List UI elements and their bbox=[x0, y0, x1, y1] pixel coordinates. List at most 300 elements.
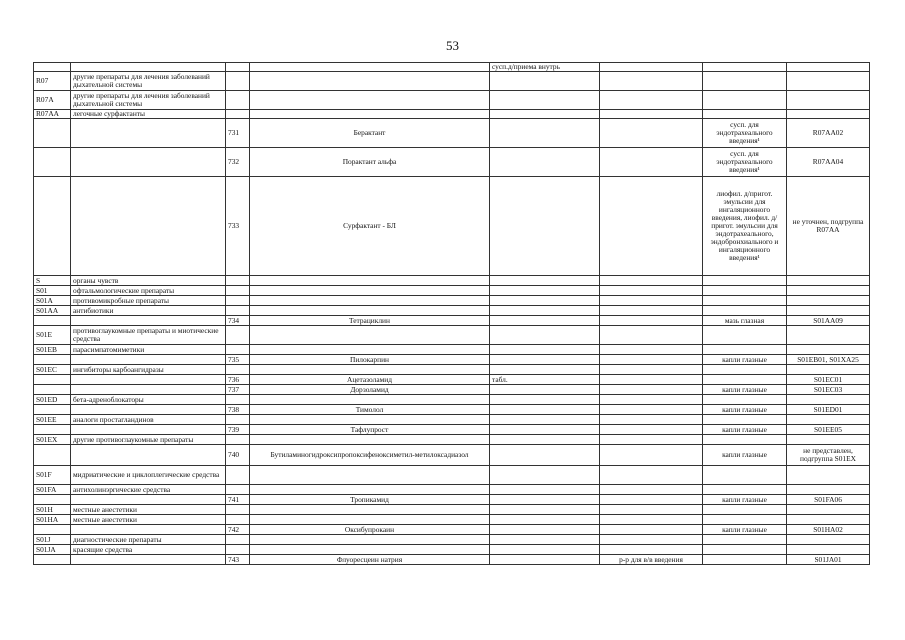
description-cell: легочные сурфактанты bbox=[71, 110, 226, 119]
table-row bbox=[34, 435, 870, 445]
atc-code-cell: R07AA bbox=[34, 110, 71, 119]
form-column-5-cell bbox=[490, 445, 600, 466]
table-row bbox=[34, 110, 870, 119]
form-column-6-cell bbox=[600, 395, 703, 405]
table-row bbox=[34, 485, 870, 495]
dosage-form-cell bbox=[703, 72, 787, 91]
description-cell bbox=[71, 495, 226, 505]
atc-reference-cell bbox=[787, 535, 870, 545]
row-number-cell bbox=[226, 485, 250, 495]
atc-code-cell: S01EB bbox=[34, 345, 71, 355]
form-column-5-cell: табл. bbox=[490, 375, 600, 385]
form-column-5-cell bbox=[490, 119, 600, 148]
form-column-5-cell bbox=[490, 545, 600, 555]
dosage-form-cell: мазь глазная bbox=[703, 316, 787, 326]
dosage-form-cell bbox=[703, 545, 787, 555]
form-column-6-cell bbox=[600, 177, 703, 276]
drug-name-cell bbox=[250, 72, 490, 91]
atc-reference-cell bbox=[787, 326, 870, 345]
atc-code-cell: S01A bbox=[34, 296, 71, 306]
description-cell bbox=[71, 355, 226, 365]
form-column-6-cell bbox=[600, 119, 703, 148]
atc-reference-cell bbox=[787, 72, 870, 91]
form-column-5-cell bbox=[490, 535, 600, 545]
dosage-form-cell bbox=[703, 91, 787, 110]
form-column-5-cell bbox=[490, 435, 600, 445]
row-number-cell bbox=[226, 286, 250, 296]
atc-code-cell bbox=[34, 445, 71, 466]
form-column-5-cell bbox=[490, 415, 600, 425]
dosage-form-cell bbox=[703, 306, 787, 316]
atc-code-cell bbox=[34, 119, 71, 148]
table-row bbox=[34, 306, 870, 316]
dosage-form-cell: капли глазные bbox=[703, 445, 787, 466]
atc-code-cell bbox=[34, 355, 71, 365]
form-column-6-cell bbox=[600, 276, 703, 286]
form-column-5-cell bbox=[490, 148, 600, 177]
form-column-5-cell bbox=[490, 466, 600, 485]
form-column-6-cell bbox=[600, 345, 703, 355]
drug-name-cell: Тафлупрост bbox=[250, 425, 490, 435]
description-cell: другие препараты для лечения заболеваний дыхательной системы bbox=[71, 91, 226, 110]
table-row bbox=[34, 555, 870, 565]
table-row bbox=[34, 148, 870, 177]
form-column-5-cell bbox=[490, 555, 600, 565]
atc-reference-cell bbox=[787, 505, 870, 515]
form-column-6-cell bbox=[600, 515, 703, 525]
atc-reference-cell bbox=[787, 515, 870, 525]
form-column-6-cell bbox=[600, 72, 703, 91]
atc-code-cell: S01 bbox=[34, 286, 71, 296]
dosage-form-cell bbox=[703, 286, 787, 296]
dosage-form-cell: капли глазные bbox=[703, 385, 787, 395]
description-cell: бета-адреноблокаторы bbox=[71, 395, 226, 405]
atc-reference-cell: не представлен, подгруппа S01EX bbox=[787, 445, 870, 466]
description-cell bbox=[71, 405, 226, 415]
drug-name-cell bbox=[250, 466, 490, 485]
description-cell: красящие средства bbox=[71, 545, 226, 555]
form-column-6-cell bbox=[600, 296, 703, 306]
dosage-form-cell bbox=[703, 365, 787, 375]
form-column-5-cell bbox=[490, 110, 600, 119]
table-row bbox=[34, 425, 870, 435]
atc-code-cell: S01AA bbox=[34, 306, 71, 316]
dosage-form-cell: сусп. для эндотрахеального введения¹ bbox=[703, 119, 787, 148]
atc-reference-cell bbox=[787, 435, 870, 445]
form-column-6-cell bbox=[600, 63, 703, 72]
description-cell: противоглаукомные препараты и миотические средства bbox=[71, 326, 226, 345]
drug-name-cell: Тропикамид bbox=[250, 495, 490, 505]
atc-code-cell: S01F bbox=[34, 466, 71, 485]
atc-code-cell: S01JA bbox=[34, 545, 71, 555]
atc-code-cell: S01E bbox=[34, 326, 71, 345]
row-number-cell: 743 bbox=[226, 555, 250, 565]
drug-name-cell: Тимолол bbox=[250, 405, 490, 415]
description-cell: антихолинэргические средства bbox=[71, 485, 226, 495]
description-cell: офтальмологические препараты bbox=[71, 286, 226, 296]
form-column-6-cell bbox=[600, 365, 703, 375]
atc-reference-cell: R07AA04 bbox=[787, 148, 870, 177]
table-row bbox=[34, 345, 870, 355]
dosage-form-cell bbox=[703, 515, 787, 525]
description-cell bbox=[71, 525, 226, 535]
dosage-form-cell: капли глазные bbox=[703, 355, 787, 365]
table-row bbox=[34, 316, 870, 326]
table-row bbox=[34, 385, 870, 395]
atc-code-cell bbox=[34, 316, 71, 326]
atc-reference-cell bbox=[787, 485, 870, 495]
table-row bbox=[34, 91, 870, 110]
dosage-form-cell: капли глазные bbox=[703, 405, 787, 415]
table-body bbox=[34, 63, 870, 565]
form-column-5-cell bbox=[490, 72, 600, 91]
atc-reference-cell bbox=[787, 345, 870, 355]
table-row bbox=[34, 535, 870, 545]
dosage-form-cell: сусп. для эндотрахеального введения¹ bbox=[703, 148, 787, 177]
drug-name-cell bbox=[250, 395, 490, 405]
form-column-6-cell bbox=[600, 385, 703, 395]
form-column-5-cell bbox=[490, 286, 600, 296]
table-row bbox=[34, 505, 870, 515]
description-cell: другие противоглаукомные препараты bbox=[71, 435, 226, 445]
drug-name-cell bbox=[250, 296, 490, 306]
drug-name-cell bbox=[250, 365, 490, 375]
description-cell bbox=[71, 555, 226, 565]
dosage-form-cell bbox=[703, 415, 787, 425]
drug-name-cell bbox=[250, 63, 490, 72]
table-row bbox=[34, 296, 870, 306]
row-number-cell bbox=[226, 276, 250, 286]
row-number-cell bbox=[226, 296, 250, 306]
row-number-cell: 742 bbox=[226, 525, 250, 535]
table-row bbox=[34, 445, 870, 466]
drug-name-cell bbox=[250, 91, 490, 110]
row-number-cell bbox=[226, 395, 250, 405]
atc-reference-cell bbox=[787, 466, 870, 485]
drug-name-cell: Ацетазоламид bbox=[250, 375, 490, 385]
atc-reference-cell bbox=[787, 286, 870, 296]
atc-reference-cell bbox=[787, 276, 870, 286]
atc-code-cell: S01ED bbox=[34, 395, 71, 405]
atc-code-cell bbox=[34, 425, 71, 435]
table-row bbox=[34, 395, 870, 405]
form-column-5-cell: сусп.д/приема внутрь bbox=[490, 63, 600, 72]
form-column-6-cell bbox=[600, 495, 703, 505]
atc-code-cell: S01EC bbox=[34, 365, 71, 375]
drug-name-cell bbox=[250, 485, 490, 495]
drug-name-cell bbox=[250, 286, 490, 296]
atc-reference-cell: S01ED01 bbox=[787, 405, 870, 415]
atc-reference-cell: S01EC03 bbox=[787, 385, 870, 395]
row-number-cell: 733 bbox=[226, 177, 250, 276]
atc-reference-cell: S01AA09 bbox=[787, 316, 870, 326]
atc-reference-cell bbox=[787, 296, 870, 306]
drug-name-cell: Берактант bbox=[250, 119, 490, 148]
form-column-6-cell bbox=[600, 435, 703, 445]
atc-reference-cell: S01JA01 bbox=[787, 555, 870, 565]
row-number-cell: 741 bbox=[226, 495, 250, 505]
description-cell bbox=[71, 148, 226, 177]
atc-code-cell bbox=[34, 177, 71, 276]
drug-name-cell: Дорзоламид bbox=[250, 385, 490, 395]
drug-name-cell: Бутиламиногидроксипропоксифеноксиметил-метилоксадиазол bbox=[250, 445, 490, 466]
form-column-6-cell bbox=[600, 110, 703, 119]
description-cell: другие препараты для лечения заболеваний дыхательной системы bbox=[71, 72, 226, 91]
description-cell bbox=[71, 445, 226, 466]
row-number-cell: 736 bbox=[226, 375, 250, 385]
row-number-cell: 731 bbox=[226, 119, 250, 148]
row-number-cell: 737 bbox=[226, 385, 250, 395]
description-cell bbox=[71, 177, 226, 276]
form-column-6-cell bbox=[600, 535, 703, 545]
form-column-6-cell bbox=[600, 545, 703, 555]
atc-code-cell: S01HA bbox=[34, 515, 71, 525]
atc-code-cell bbox=[34, 375, 71, 385]
form-column-5-cell bbox=[490, 91, 600, 110]
atc-reference-cell: R07AA02 bbox=[787, 119, 870, 148]
atc-reference-cell: S01FA06 bbox=[787, 495, 870, 505]
drug-name-cell: Тетрациклин bbox=[250, 316, 490, 326]
form-column-5-cell bbox=[490, 385, 600, 395]
table-row bbox=[34, 405, 870, 415]
description-cell: аналоги простагландинов bbox=[71, 415, 226, 425]
dosage-form-cell: капли глазные bbox=[703, 425, 787, 435]
form-column-6-cell bbox=[600, 485, 703, 495]
row-number-cell: 734 bbox=[226, 316, 250, 326]
dosage-form-cell bbox=[703, 505, 787, 515]
table-row bbox=[34, 375, 870, 385]
description-cell bbox=[71, 385, 226, 395]
form-column-6-cell bbox=[600, 415, 703, 425]
description-cell bbox=[71, 63, 226, 72]
form-column-5-cell bbox=[490, 525, 600, 535]
form-column-5-cell bbox=[490, 355, 600, 365]
form-column-5-cell bbox=[490, 515, 600, 525]
row-number-cell: 732 bbox=[226, 148, 250, 177]
row-number-cell bbox=[226, 326, 250, 345]
form-column-5-cell bbox=[490, 425, 600, 435]
dosage-form-cell bbox=[703, 435, 787, 445]
table-row bbox=[34, 286, 870, 296]
row-number-cell bbox=[226, 545, 250, 555]
drug-name-cell bbox=[250, 110, 490, 119]
form-column-6-cell bbox=[600, 306, 703, 316]
drug-name-cell bbox=[250, 505, 490, 515]
atc-code-cell bbox=[34, 63, 71, 72]
dosage-form-cell bbox=[703, 485, 787, 495]
form-column-6-cell bbox=[600, 466, 703, 485]
description-cell: антибиотики bbox=[71, 306, 226, 316]
description-cell bbox=[71, 119, 226, 148]
row-number-cell bbox=[226, 515, 250, 525]
atc-reference-cell bbox=[787, 545, 870, 555]
table-row bbox=[34, 365, 870, 375]
atc-reference-cell: S01HA02 bbox=[787, 525, 870, 535]
table-row bbox=[34, 177, 870, 276]
row-number-cell bbox=[226, 535, 250, 545]
dosage-form-cell bbox=[703, 276, 787, 286]
drug-name-cell: Сурфактант - БЛ bbox=[250, 177, 490, 276]
atc-code-cell: S01J bbox=[34, 535, 71, 545]
form-column-5-cell bbox=[490, 365, 600, 375]
description-cell: ингибиторы карбоангидразы bbox=[71, 365, 226, 375]
description-cell: местные анестетики bbox=[71, 515, 226, 525]
drug-name-cell bbox=[250, 435, 490, 445]
table-row bbox=[34, 495, 870, 505]
form-column-5-cell bbox=[490, 326, 600, 345]
table-row bbox=[34, 545, 870, 555]
dosage-form-cell: капли глазные bbox=[703, 495, 787, 505]
drug-name-cell bbox=[250, 326, 490, 345]
form-column-6-cell bbox=[600, 425, 703, 435]
dosage-form-cell bbox=[703, 535, 787, 545]
atc-reference-cell bbox=[787, 306, 870, 316]
row-number-cell: 735 bbox=[226, 355, 250, 365]
dosage-form-cell bbox=[703, 63, 787, 72]
form-column-5-cell bbox=[490, 485, 600, 495]
atc-reference-cell bbox=[787, 395, 870, 405]
description-cell: диагностические препараты bbox=[71, 535, 226, 545]
table-row bbox=[34, 466, 870, 485]
row-number-cell bbox=[226, 505, 250, 515]
drug-name-cell bbox=[250, 276, 490, 286]
form-column-6-cell: р-р для в/в введения bbox=[600, 555, 703, 565]
row-number-cell bbox=[226, 365, 250, 375]
drug-name-cell: Оксибупрокаин bbox=[250, 525, 490, 535]
form-column-6-cell bbox=[600, 505, 703, 515]
atc-reference-cell bbox=[787, 110, 870, 119]
dosage-form-cell bbox=[703, 555, 787, 565]
form-column-6-cell bbox=[600, 148, 703, 177]
form-column-5-cell bbox=[490, 276, 600, 286]
dosage-form-cell bbox=[703, 375, 787, 385]
description-cell: мидриатические и циклоплегические средства bbox=[71, 466, 226, 485]
dosage-form-cell: капли глазные bbox=[703, 525, 787, 535]
form-column-6-cell bbox=[600, 286, 703, 296]
description-cell bbox=[71, 375, 226, 385]
table-row bbox=[34, 525, 870, 535]
dosage-form-cell bbox=[703, 326, 787, 345]
dosage-form-cell bbox=[703, 466, 787, 485]
form-column-6-cell bbox=[600, 316, 703, 326]
row-number-cell bbox=[226, 63, 250, 72]
atc-reference-cell bbox=[787, 91, 870, 110]
atc-code-cell bbox=[34, 148, 71, 177]
form-column-6-cell bbox=[600, 525, 703, 535]
form-column-5-cell bbox=[490, 405, 600, 415]
row-number-cell bbox=[226, 110, 250, 119]
atc-reference-cell bbox=[787, 63, 870, 72]
row-number-cell bbox=[226, 306, 250, 316]
dosage-form-cell: лиофил. д/пригот. эмульсии для ингаляционного введения, лиофил. д/пригот. эмульсии для эндотрахеального, эндобронхиального и ингаляционного введения¹ bbox=[703, 177, 787, 276]
dosage-form-cell bbox=[703, 110, 787, 119]
atc-code-cell bbox=[34, 525, 71, 535]
row-number-cell bbox=[226, 72, 250, 91]
dosage-form-cell bbox=[703, 395, 787, 405]
drug-registry-table bbox=[33, 62, 870, 565]
row-number-cell bbox=[226, 345, 250, 355]
row-number-cell bbox=[226, 415, 250, 425]
page-number: 53 bbox=[446, 38, 459, 53]
atc-code-cell: S01EE bbox=[34, 415, 71, 425]
form-column-5-cell bbox=[490, 177, 600, 276]
form-column-6-cell bbox=[600, 375, 703, 385]
table-row bbox=[34, 276, 870, 286]
atc-reference-cell: не уточнен, подгруппа R07AA bbox=[787, 177, 870, 276]
table-row bbox=[34, 326, 870, 345]
drug-name-cell bbox=[250, 345, 490, 355]
atc-reference-cell bbox=[787, 365, 870, 375]
table-row bbox=[34, 355, 870, 365]
atc-code-cell: R07A bbox=[34, 91, 71, 110]
atc-reference-cell bbox=[787, 415, 870, 425]
atc-code-cell: S01H bbox=[34, 505, 71, 515]
description-cell bbox=[71, 425, 226, 435]
description-cell: органы чувств bbox=[71, 276, 226, 286]
atc-code-cell bbox=[34, 385, 71, 395]
row-number-cell bbox=[226, 91, 250, 110]
table-row bbox=[34, 415, 870, 425]
drug-name-cell bbox=[250, 515, 490, 525]
row-number-cell: 740 bbox=[226, 445, 250, 466]
atc-code-cell: S01FA bbox=[34, 485, 71, 495]
description-cell: противомикробные препараты bbox=[71, 296, 226, 306]
table-row bbox=[34, 119, 870, 148]
atc-code-cell: S01EX bbox=[34, 435, 71, 445]
table-row bbox=[34, 515, 870, 525]
form-column-6-cell bbox=[600, 355, 703, 365]
form-column-5-cell bbox=[490, 395, 600, 405]
dosage-form-cell bbox=[703, 296, 787, 306]
drug-name-cell bbox=[250, 545, 490, 555]
row-number-cell: 739 bbox=[226, 425, 250, 435]
form-column-5-cell bbox=[490, 345, 600, 355]
atc-code-cell: S bbox=[34, 276, 71, 286]
drug-name-cell: Пилокарпин bbox=[250, 355, 490, 365]
form-column-5-cell bbox=[490, 495, 600, 505]
dosage-form-cell bbox=[703, 345, 787, 355]
description-cell: местные анестетики bbox=[71, 505, 226, 515]
form-column-5-cell bbox=[490, 296, 600, 306]
form-column-5-cell bbox=[490, 306, 600, 316]
atc-code-cell bbox=[34, 405, 71, 415]
atc-code-cell bbox=[34, 555, 71, 565]
atc-reference-cell: S01EE05 bbox=[787, 425, 870, 435]
form-column-6-cell bbox=[600, 445, 703, 466]
form-column-5-cell bbox=[490, 505, 600, 515]
form-column-5-cell bbox=[490, 316, 600, 326]
row-number-cell bbox=[226, 466, 250, 485]
atc-code-cell bbox=[34, 495, 71, 505]
form-column-6-cell bbox=[600, 91, 703, 110]
drug-name-cell bbox=[250, 535, 490, 545]
table-row bbox=[34, 72, 870, 91]
atc-reference-cell: S01EC01 bbox=[787, 375, 870, 385]
drug-name-cell bbox=[250, 415, 490, 425]
row-number-cell: 738 bbox=[226, 405, 250, 415]
form-column-6-cell bbox=[600, 326, 703, 345]
atc-reference-cell: S01EB01, S01XA25 bbox=[787, 355, 870, 365]
table-row bbox=[34, 63, 870, 72]
form-column-6-cell bbox=[600, 405, 703, 415]
drug-name-cell bbox=[250, 306, 490, 316]
description-cell: парасимпатомиметики bbox=[71, 345, 226, 355]
row-number-cell bbox=[226, 435, 250, 445]
atc-code-cell: R07 bbox=[34, 72, 71, 91]
drug-name-cell: Флуоресцеин натрия bbox=[250, 555, 490, 565]
description-cell bbox=[71, 316, 226, 326]
drug-name-cell: Порактант альфа bbox=[250, 148, 490, 177]
